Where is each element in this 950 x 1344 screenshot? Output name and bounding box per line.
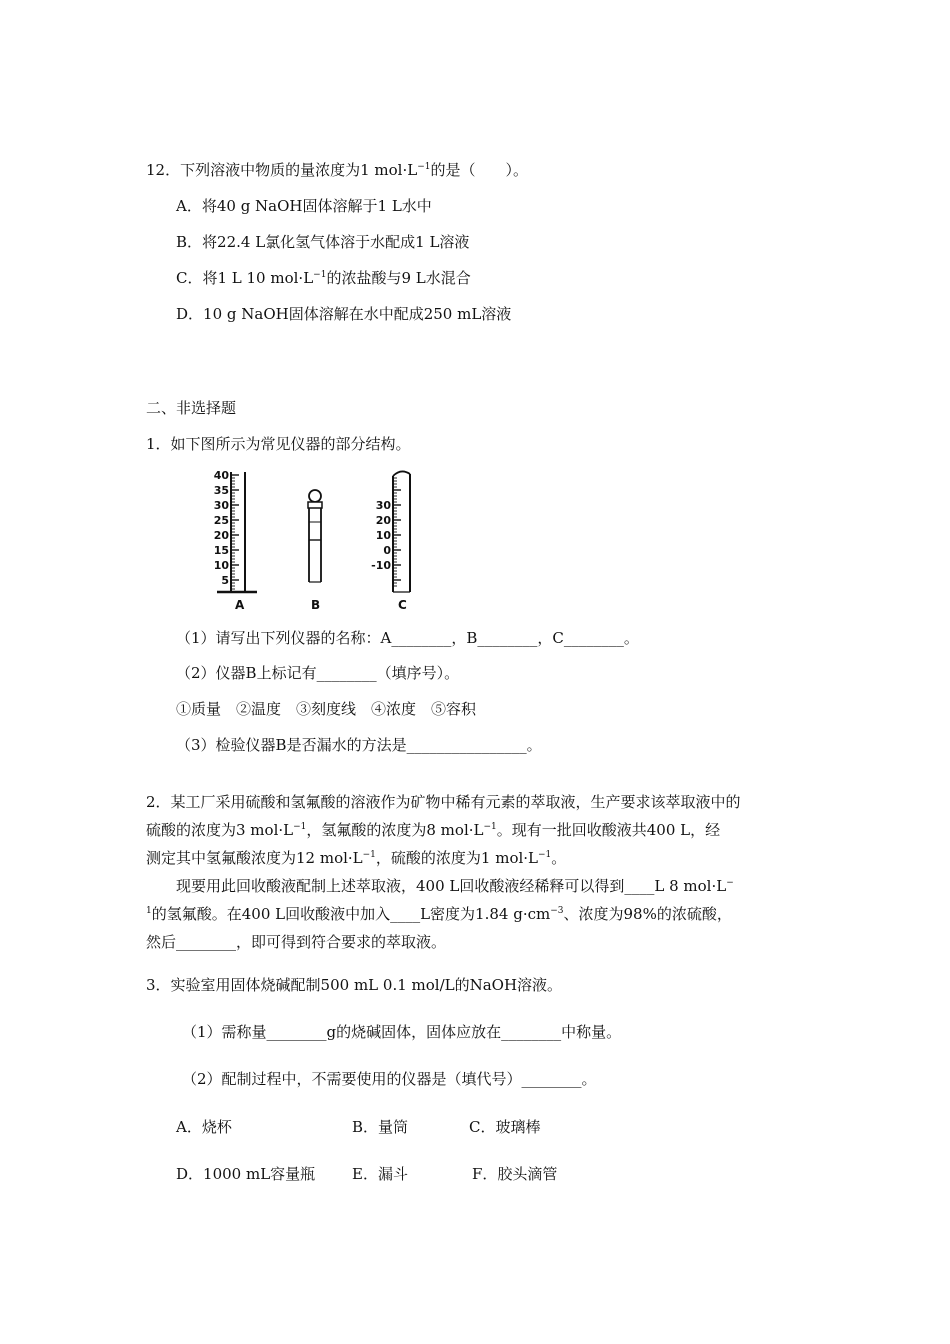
section-heading: 二、非选择题: [146, 399, 237, 417]
a-tick-label: 35: [213, 484, 229, 497]
q2-line4: 现要用此回收酸液配制上述萃取液，400 L回收酸液经稀释可以得到____L 8 mol·L−: [146, 877, 734, 895]
q1-stem: 1．如下图所示为常见仪器的部分结构。: [146, 435, 411, 453]
a-tick-label: 10: [213, 559, 229, 572]
c-tick-label: 10: [375, 529, 391, 542]
q1-options: ①质量 ②温度 ③刻度线 ④浓度 ⑤容积: [176, 700, 477, 718]
instrument-a-graduated-cylinder: [214, 469, 257, 612]
c-tick-label: -10: [371, 559, 391, 572]
q1-part2: （2）仪器B上标记有________（填序号）。: [176, 664, 460, 682]
q12-stem: 12．下列溶液中物质的量浓度为1 $mol\cdot L^{-1}$的是（ ）。: [146, 161, 528, 179]
c-tick-label: 0: [383, 544, 391, 557]
a-tick-label: 15: [213, 544, 229, 557]
q2-line2: 硫酸的浓度为3 $mol\cdot L^{-1}$，氢氟酸的浓度为8 $mol\cdot L^{-1}$。现有一批回收酸液共400 L，经: [146, 821, 721, 839]
instrument-b-volumetric-flask-neck: [308, 490, 322, 612]
q3-part1: （1）需称量________g的烧碱固体，固体应放在________中称量。: [182, 1023, 622, 1041]
q2-line6: 然后________，即可得到符合要求的萃取液。: [146, 933, 447, 951]
q1-part1: （1）请写出下列仪器的名称：A________，B________，C________。: [176, 629, 639, 647]
a-tick-label: 40: [213, 469, 229, 482]
c-tick-label: 20: [375, 514, 391, 527]
label-b: B: [311, 598, 321, 612]
q3-option-b: B．量筒: [352, 1118, 409, 1136]
q3-option-f: F．胶头滴管: [472, 1165, 558, 1183]
q2-line1: 2．某工厂采用硫酸和氢氟酸的溶液作为矿物中稀有元素的萃取液，生产要求该萃取液中的: [146, 793, 741, 811]
q12-option-a: A．将40 g NaOH固体溶解于1 L水中: [176, 197, 432, 215]
instrument-c-thermometer: [371, 471, 410, 612]
q12-option-c: C．将1 L 10 $mol\cdot L^{-1}$的浓盐酸与9 L水混合: [176, 269, 471, 287]
label-c: C: [398, 598, 407, 612]
q3-option-a: A．烧杯: [176, 1118, 232, 1136]
q2-line3: 测定其中氢氟酸浓度为12 $mol\cdot L^{-1}$，硫酸的浓度为1 $mol\cdot L^{-1}$。: [146, 849, 567, 867]
instrument-figure-svg: [205, 464, 435, 616]
label-a: A: [235, 598, 245, 612]
q2-line5: $^1$的氢氟酸。在400 L回收酸液中加入____L密度为1.84 $g\cdot cm^{-3}$、浓度为98%的浓硫酸，: [146, 905, 732, 923]
a-tick-label: 5: [221, 574, 229, 587]
q3-stem: 3．实验室用固体烧碱配制500 mL 0.1 mol/L的NaOH溶液。: [146, 976, 563, 994]
instrument-figure: [205, 464, 435, 616]
c-tick-label: 30: [375, 499, 391, 512]
q3-option-d: D．1000 mL容量瓶: [176, 1165, 316, 1183]
q3-part2: （2）配制过程中，不需要使用的仪器是（填代号）________。: [182, 1070, 597, 1088]
q3-option-e: E．漏斗: [352, 1165, 408, 1183]
a-tick-label: 30: [213, 499, 229, 512]
q1-part3: （3）检验仪器B是否漏水的方法是________________。: [176, 736, 542, 754]
a-tick-label: 25: [213, 514, 229, 527]
q3-option-c: C．玻璃棒: [469, 1118, 541, 1136]
q12-option-b: B．将22.4 L氯化氢气体溶于水配成1 L溶液: [176, 233, 470, 251]
a-tick-label: 20: [213, 529, 229, 542]
q12-option-d: D．10 g NaOH固体溶解在水中配成250 mL溶液: [176, 305, 512, 323]
